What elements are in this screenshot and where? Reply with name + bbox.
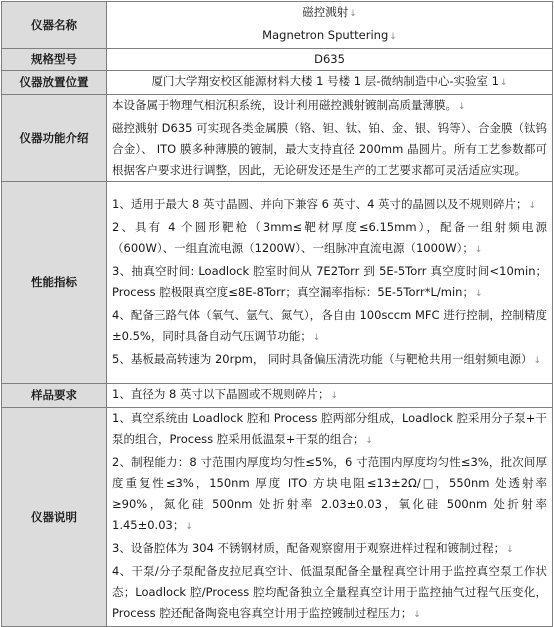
row-model <box>2 49 553 71</box>
paragraph-mark: ↓ <box>474 288 483 299</box>
paragraph-mark: ↓ <box>474 244 483 255</box>
label-performance: 性能指标 <box>2 182 107 384</box>
description-item <box>112 452 547 538</box>
row-instrument-name <box>2 2 553 49</box>
performance-text: 3、抽真空时间: Loadlock 腔室时间从 7E2Torr 到 5E-5Torr 真空度时间<10min；Process 腔极限真空度≤8E-8Torr；真空漏率指标：5E-5Torr*L/min； <box>112 263 547 299</box>
instrument-name-en: Magnetron Sputtering <box>262 28 389 42</box>
performance-item <box>112 217 547 261</box>
value-model: D635 <box>107 49 553 71</box>
performance-item <box>112 349 547 372</box>
performance-text: 5、基板最高转速为 20rpm， 同时具备偏压清洗功能（与靶枪共用一组射频电源） <box>112 351 533 366</box>
label-sample: 样品要求 <box>2 384 107 408</box>
performance-item <box>112 194 547 217</box>
paragraph-mark: ↓ <box>349 9 357 19</box>
paragraph-mark: ↓ <box>499 78 508 88</box>
row-performance <box>2 182 553 384</box>
function-text-1: 本设备属于物理气相沉积系统，设计利用磁控溅射镀制高质量薄膜。 <box>112 98 457 112</box>
spec-table <box>1 1 553 627</box>
value-performance <box>107 182 553 384</box>
description-item <box>112 408 547 452</box>
description-text: 1、真空系统由 Loadlock 腔和 Process 腔两部分组成，Loadlock 腔采用分子泵+干泵的组合，Process 腔采用低温泵+干泵的组合； <box>112 411 547 446</box>
label-location: 仪器放置位置 <box>2 71 107 95</box>
value-description <box>107 408 553 627</box>
row-location <box>2 71 553 95</box>
paragraph-mark: ↓ <box>413 610 421 620</box>
performance-text: 4、配备三路气体（氧气、氩气、氮气），各自由 100sccm MFC 进行控制，控制精度±0.5%，同时具备自动气压调节功能； <box>112 307 547 343</box>
description-text: 2、制程能力：8 寸范围内厚度均匀性≤5%，6 寸范围内厚度均匀性≤3%，批次间厚度重复性≤3%，150nm 厚度 ITO 方块电阻≤13±2Ω/□，550nm 处透射率≥90%，氮化硅 500nm 处折射率 2.03±0.03，氧化硅 500nm 处折射率 1.45±0.03； <box>112 455 547 532</box>
description-item <box>112 538 547 561</box>
row-function <box>2 95 553 182</box>
row-sample <box>2 384 553 408</box>
location-text: 厦门大学翔安校区能源材料大楼 1 号楼 1 层-微纳制造中心-实验室 1 <box>151 74 499 88</box>
paragraph-mark: ↓ <box>528 200 537 211</box>
label-instrument-name: 仪器名称 <box>2 2 107 49</box>
paragraph-mark: ↓ <box>330 391 338 401</box>
paragraph-mark: ↓ <box>506 545 514 555</box>
function-paragraph-2: 磁控溅射 D635 可实现各类金属膜（铬、钽、钛、铂、金、银、钨等）、合金膜（钛钨合金）、 ITO 膜多种薄膜的镀制，最大支持直径 200mm 晶圆片。所有工艺参数都可根据客户要求进行调整，因此，无论研发还是生产的工艺要求都可灵活适应实现。 <box>112 121 547 177</box>
performance-item <box>112 305 547 349</box>
value-location <box>107 71 553 95</box>
sample-text: 1、直径为 8 英寸以下晶圆或不规则碎片； <box>112 387 330 401</box>
label-function: 仪器功能介绍 <box>2 95 107 182</box>
description-text: 3、设备腔体为 304 不锈钢材质，配备观察窗用于观察进样过程和镀制过程； <box>112 541 506 555</box>
paragraph-mark: ↓ <box>458 102 466 112</box>
description-text: 4、干泵/分子泵配备皮拉尼真空计、低温泵配备全量程真空计用于监控真空泵工作状态；Loadlock 腔/Process 腔均配备独立全量程真空计用于监控抽气过程气压变化，Process 腔还配备陶瓷电容真空计用于监控镀制过程压力； <box>112 564 547 620</box>
paragraph-mark: ↓ <box>312 332 321 343</box>
value-instrument-name <box>107 2 553 49</box>
function-paragraph-1 <box>112 95 547 118</box>
label-description: 仪器说明 <box>2 408 107 627</box>
paragraph-mark: ↓ <box>185 522 193 532</box>
instrument-name-cn: 磁控溅射 <box>302 5 349 19</box>
value-sample <box>107 384 553 408</box>
paragraph-mark: ↓ <box>365 436 373 446</box>
paragraph-mark: ↓ <box>389 32 397 42</box>
performance-text: 1、适用于最大 8 英寸晶圆、并向下兼容 6 英寸、4 英寸的晶圆以及不规则碎片； <box>112 196 528 211</box>
paragraph-mark: ↓ <box>533 355 542 366</box>
value-function <box>107 95 553 182</box>
performance-item <box>112 261 547 305</box>
label-model: 规格型号 <box>2 49 107 71</box>
description-item <box>112 561 547 626</box>
performance-text: 2、具有 4 个圆形靶枪（3mm≤靶材厚度≤6.15mm），配备一组射频电源（600W）、一组直流电源（1200W）、一组脉冲直流电源（1000W）； <box>112 219 547 255</box>
row-description <box>2 408 553 627</box>
